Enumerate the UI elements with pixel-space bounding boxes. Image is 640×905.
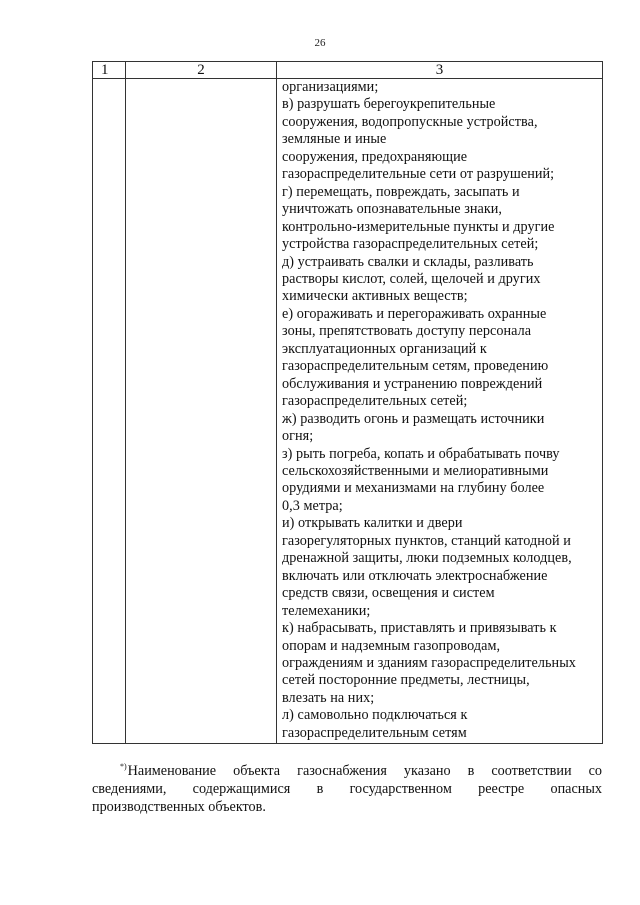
text-line: е) огораживать и перегораживать охранные [282, 305, 547, 322]
text-line: г) перемещать, повреждать, засыпать и [282, 183, 520, 200]
document-table [92, 61, 603, 744]
text-line: газораспределительные сети от разрушений; [282, 166, 555, 183]
text-line: сельскохозяйственными и мелиоративными [282, 462, 549, 479]
table-cell-col1 [93, 79, 126, 744]
text-line: организациями; [282, 79, 379, 95]
text-line: огня; [282, 428, 314, 445]
text-line: д) устраивать свалки и склады, разливать [282, 253, 534, 270]
text-line: дренажной защиты, люки подземных колодцев, [282, 550, 572, 567]
text-line: зоны, препятствовать доступу персонала [282, 323, 532, 340]
text-line: ж) разводить огонь и размещать источники [282, 410, 545, 427]
table-header-row [93, 62, 603, 79]
text-line: газораспределительных сетей; [282, 393, 468, 410]
footnote-text-1: Наименование объекта газоснабжения указано в соответствии со [127, 763, 602, 779]
table-row [93, 79, 603, 744]
column-header-1: 1 [93, 62, 126, 79]
text-line: л) самовольно подключаться к [282, 707, 468, 724]
text-line: в) разрушать берегоукрепительные [282, 96, 496, 113]
text-line: телемеханики; [282, 602, 371, 619]
table-cell-col3 [277, 79, 603, 744]
text-line: химически активных веществ; [282, 288, 468, 305]
column-header-2: 2 [126, 62, 277, 79]
text-line: растворы кислот, солей, щелочей и других [282, 270, 541, 287]
text-line: опорам и надземным газопроводам, [282, 637, 501, 654]
text-line: з) рыть погреба, копать и обрабатывать почву [282, 445, 560, 462]
column-header-3: 3 [277, 62, 603, 79]
text-line: к) набрасывать, приставлять и привязывать к [282, 620, 557, 637]
footnote [92, 762, 602, 816]
text-line: устройства газораспределительных сетей; [282, 236, 539, 253]
text-line: сетей посторонние предметы, лестницы, [282, 672, 530, 689]
table-cell-col2 [126, 79, 277, 744]
text-line: 0,3 метра; [282, 497, 343, 514]
text-line: газорегуляторных пунктов, станций катодной и [282, 532, 571, 549]
footnote-marker: *) [120, 762, 127, 771]
text-line: сооружения, предохраняющие [282, 148, 468, 165]
text-line: средств связи, освещения и систем [282, 585, 495, 602]
text-line: газораспределительным сетям, проведению [282, 358, 549, 375]
page-number: 26 [314, 37, 326, 49]
text-line: влезать на них; [282, 689, 375, 706]
text-line: ограждениям и зданиям газораспределительных [282, 654, 576, 671]
text-line: эксплуатационных организаций к [282, 340, 487, 357]
text-line: обслуживания и устранению повреждений [282, 375, 543, 392]
footnote-line-2: сведениями, содержащимися в государственном реестре опасных [92, 781, 602, 797]
text-line: контрольно-измерительные пункты и другие [282, 218, 555, 235]
text-line: уничтожать опознавательные знаки, [282, 201, 503, 218]
text-line: и) открывать калитки и двери [282, 515, 463, 532]
footnote-line-1 [92, 762, 602, 780]
text-line: газораспределительным сетям [282, 724, 467, 741]
text-line: включать или отключать электроснабжение [282, 567, 548, 584]
text-line: орудиями и механизмами на глубину более [282, 480, 545, 497]
text-line: земляные и иные [282, 131, 387, 148]
footnote-line-3: производственных объектов. [92, 799, 266, 815]
text-line: сооружения, водопропускные устройства, [282, 113, 538, 130]
